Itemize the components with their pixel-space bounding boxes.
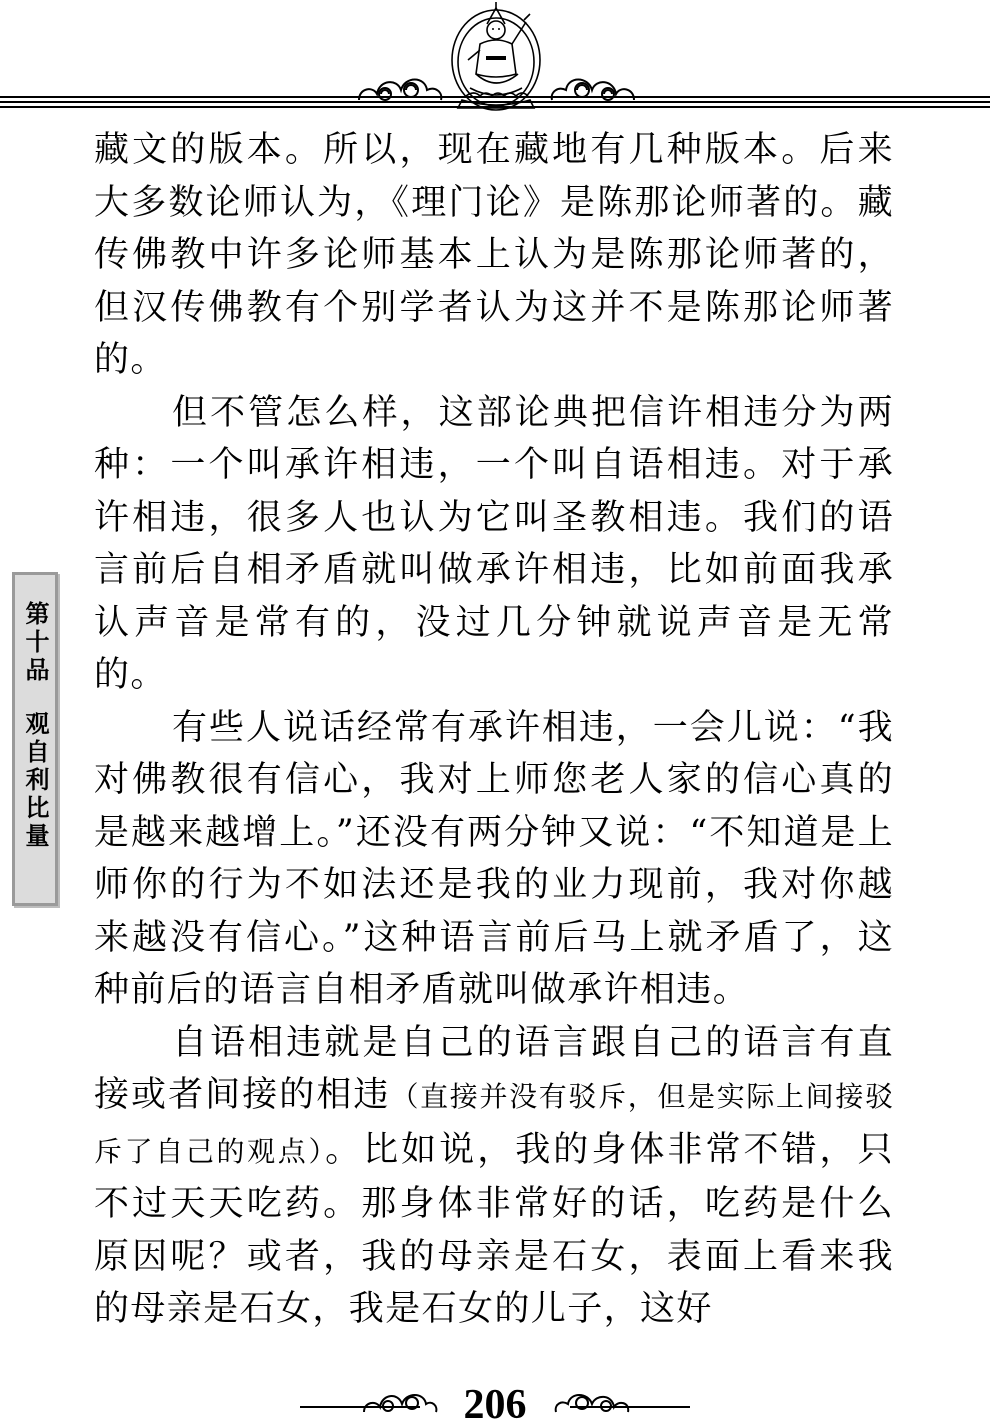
- auspicious-cloud-icon: [360, 1382, 440, 1418]
- paragraph-4-main: 自语相违就是自己的语言跟自己的语言有直接或者间接的相违: [94, 1022, 894, 1115]
- chapter-number: 第十品: [21, 601, 50, 685]
- auspicious-cloud-icon: [552, 1382, 632, 1418]
- body-text: [94, 124, 894, 1336]
- page-number: 206: [463, 1382, 527, 1428]
- paragraph-3: 有些人说话经常有承许相违，一会儿说：“我对佛教很有信心，我对上师您老人家的信心真的是越来越增上。”还没有两分钟又说：“不知道是上师你的行为不如法还是我的业力现前，我对你越来越没有信心。”这种语言前后马上就矛盾了，这种前后的语言自相矛盾就叫做承许相违。: [94, 707, 894, 1010]
- chapter-title: 观自利比量: [21, 711, 50, 851]
- deity-figure-icon: [440, 0, 552, 112]
- chapter-side-tab: [12, 572, 58, 906]
- paragraph-4-rest: 。比如说，我的身体非常不错，只不过天天吃药。那身体非常好的话，吃药是什么原因呢？或者，我的母亲是石女，表面上看来我的母亲是石女，我是石女的儿子，这好: [94, 1129, 894, 1329]
- auspicious-cloud-icon: [548, 66, 638, 106]
- auspicious-cloud-icon: [355, 66, 445, 106]
- chapter-side-tab-text: [15, 601, 55, 851]
- paragraph-4: [94, 1017, 894, 1336]
- paragraph-4-note: （直接并没有驳斥，但是实际上间接驳斥了自己的观点）: [94, 1080, 894, 1168]
- paragraph-2: 但不管怎么样，这部论典把信许相违分为两种：一个叫承许相违，一个叫自语相违。对于承许相违，很多人也认为它叫圣教相违。我们的语言前后自相矛盾就叫做承许相违，比如前面我承认声音是常有的，没过几分钟就说声音是无常的。: [94, 392, 894, 695]
- paragraph-1: 藏文的版本。所以，现在藏地有几种版本。后来大多数论师认为，《理门论》是陈那论师著的。藏传佛教中许多论师基本上认为是陈那论师著的，但汉传佛教有个别学者认为这并不是陈那论师著的。: [94, 130, 894, 380]
